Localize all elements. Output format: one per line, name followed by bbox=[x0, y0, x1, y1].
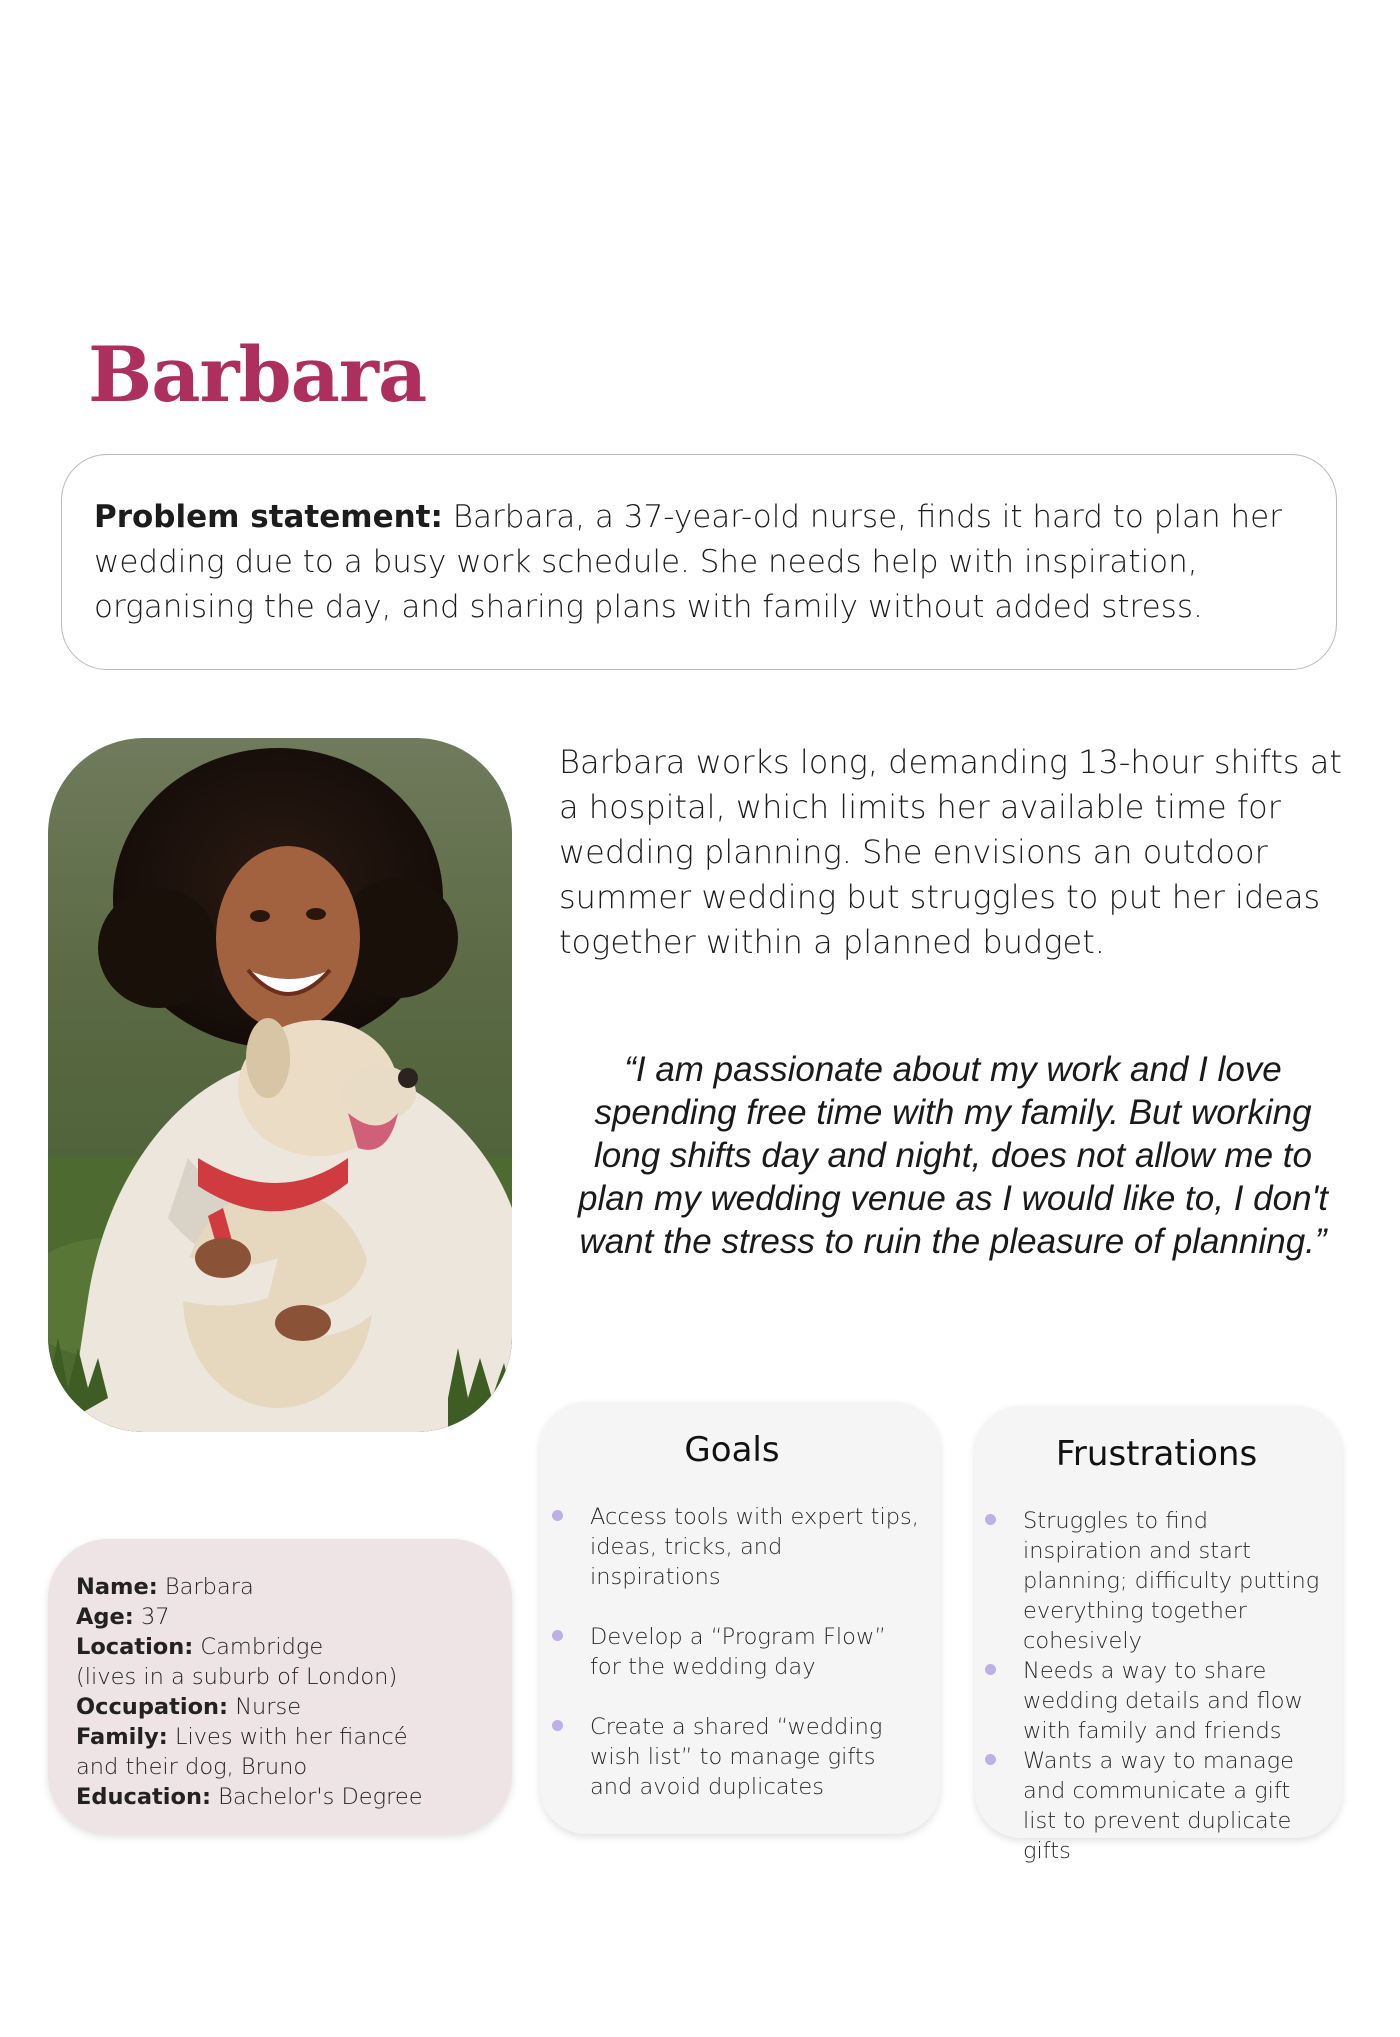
goal-item-text: Access tools with expert tips, ideas, tricks, and inspirations bbox=[590, 1504, 919, 1590]
goal-item bbox=[552, 1622, 920, 1682]
info-label: Family: bbox=[76, 1724, 168, 1750]
goal-item bbox=[552, 1712, 920, 1802]
info-value: and their dog, Bruno bbox=[76, 1754, 308, 1780]
persona-bio: Barbara works long, demanding 13-hour shifts at a hospital, which limits her available time for wedding planning. She envisions an outdoor summer wedding but struggles to put her ideas together within a planned budget. bbox=[559, 743, 1342, 961]
persona-info-card bbox=[48, 1539, 512, 1834]
bullet-dot-icon bbox=[985, 1754, 996, 1765]
frustrations-title: Frustrations bbox=[1055, 1434, 1258, 1474]
persona-photo-illustration bbox=[48, 738, 512, 1432]
problem-statement-label: Problem statement: bbox=[94, 499, 443, 535]
info-label: Education: bbox=[76, 1784, 211, 1810]
bullet-dot-icon bbox=[985, 1514, 996, 1525]
info-label: Name: bbox=[76, 1574, 158, 1600]
goal-item bbox=[552, 1502, 920, 1592]
info-row-family bbox=[76, 1722, 492, 1752]
info-row-name bbox=[76, 1572, 492, 1602]
frustration-item bbox=[985, 1656, 1328, 1746]
info-label: Location: bbox=[76, 1634, 194, 1660]
bullet-dot-icon bbox=[985, 1664, 996, 1675]
goal-item-text: Create a shared “wedding wish list” to manage gifts and avoid duplicates bbox=[590, 1714, 883, 1800]
frustration-item bbox=[985, 1506, 1328, 1656]
info-label: Age: bbox=[76, 1604, 134, 1630]
info-value: Lives with her fiancé bbox=[174, 1724, 408, 1750]
problem-statement-box bbox=[61, 454, 1337, 670]
frustration-item-text: Wants a way to manage and communicate a gift list to prevent duplicate gifts bbox=[1023, 1748, 1294, 1864]
info-value: 37 bbox=[140, 1604, 170, 1630]
frustration-item bbox=[985, 1746, 1328, 1866]
bullet-dot-icon bbox=[552, 1510, 563, 1521]
frustration-item-text: Struggles to find inspiration and start planning; difficulty putting everything together cohesively bbox=[1023, 1508, 1320, 1654]
info-label: Occupation: bbox=[76, 1694, 229, 1720]
info-value: Barbara bbox=[164, 1574, 254, 1600]
info-row-family-cont bbox=[76, 1752, 492, 1782]
info-row-location bbox=[76, 1632, 492, 1662]
info-row-occupation bbox=[76, 1692, 492, 1722]
goals-title: Goals bbox=[684, 1430, 780, 1470]
info-row-age bbox=[76, 1602, 492, 1632]
info-value: Cambridge bbox=[200, 1634, 324, 1660]
info-row-location-note bbox=[76, 1662, 492, 1692]
persona-name-title: Barbara bbox=[88, 330, 427, 419]
info-value: Nurse bbox=[235, 1694, 302, 1720]
bullet-dot-icon bbox=[552, 1720, 563, 1731]
persona-photo bbox=[48, 738, 512, 1432]
info-row-education bbox=[76, 1782, 492, 1812]
frustrations-card bbox=[975, 1406, 1342, 1864]
goals-card bbox=[540, 1402, 940, 1834]
info-value: (lives in a suburb of London) bbox=[76, 1664, 398, 1690]
goal-item-text: Develop a “Program Flow” for the wedding day bbox=[590, 1624, 887, 1680]
bullet-dot-icon bbox=[552, 1630, 563, 1641]
problem-statement-text: Barbara, a 37-year-old nurse, finds it hard to plan her wedding due to a busy work schedule. She needs help with inspiration, organising the day, and sharing plans with family without added stress. bbox=[94, 499, 1282, 625]
frustrations-list bbox=[985, 1506, 1328, 1866]
goals-list bbox=[552, 1502, 920, 1802]
frustration-item-text: Needs a way to share wedding details and flow with family and friends bbox=[1023, 1658, 1303, 1744]
info-value: Bachelor's Degree bbox=[218, 1784, 423, 1810]
persona-quote: “I am passionate about my work and I love spending free time with my family. But working long shifts day and night, does not allow me to plan my wedding venue as I would like to, I don't want the stress to ruin the pleasure of planning.” bbox=[578, 1050, 1328, 1261]
